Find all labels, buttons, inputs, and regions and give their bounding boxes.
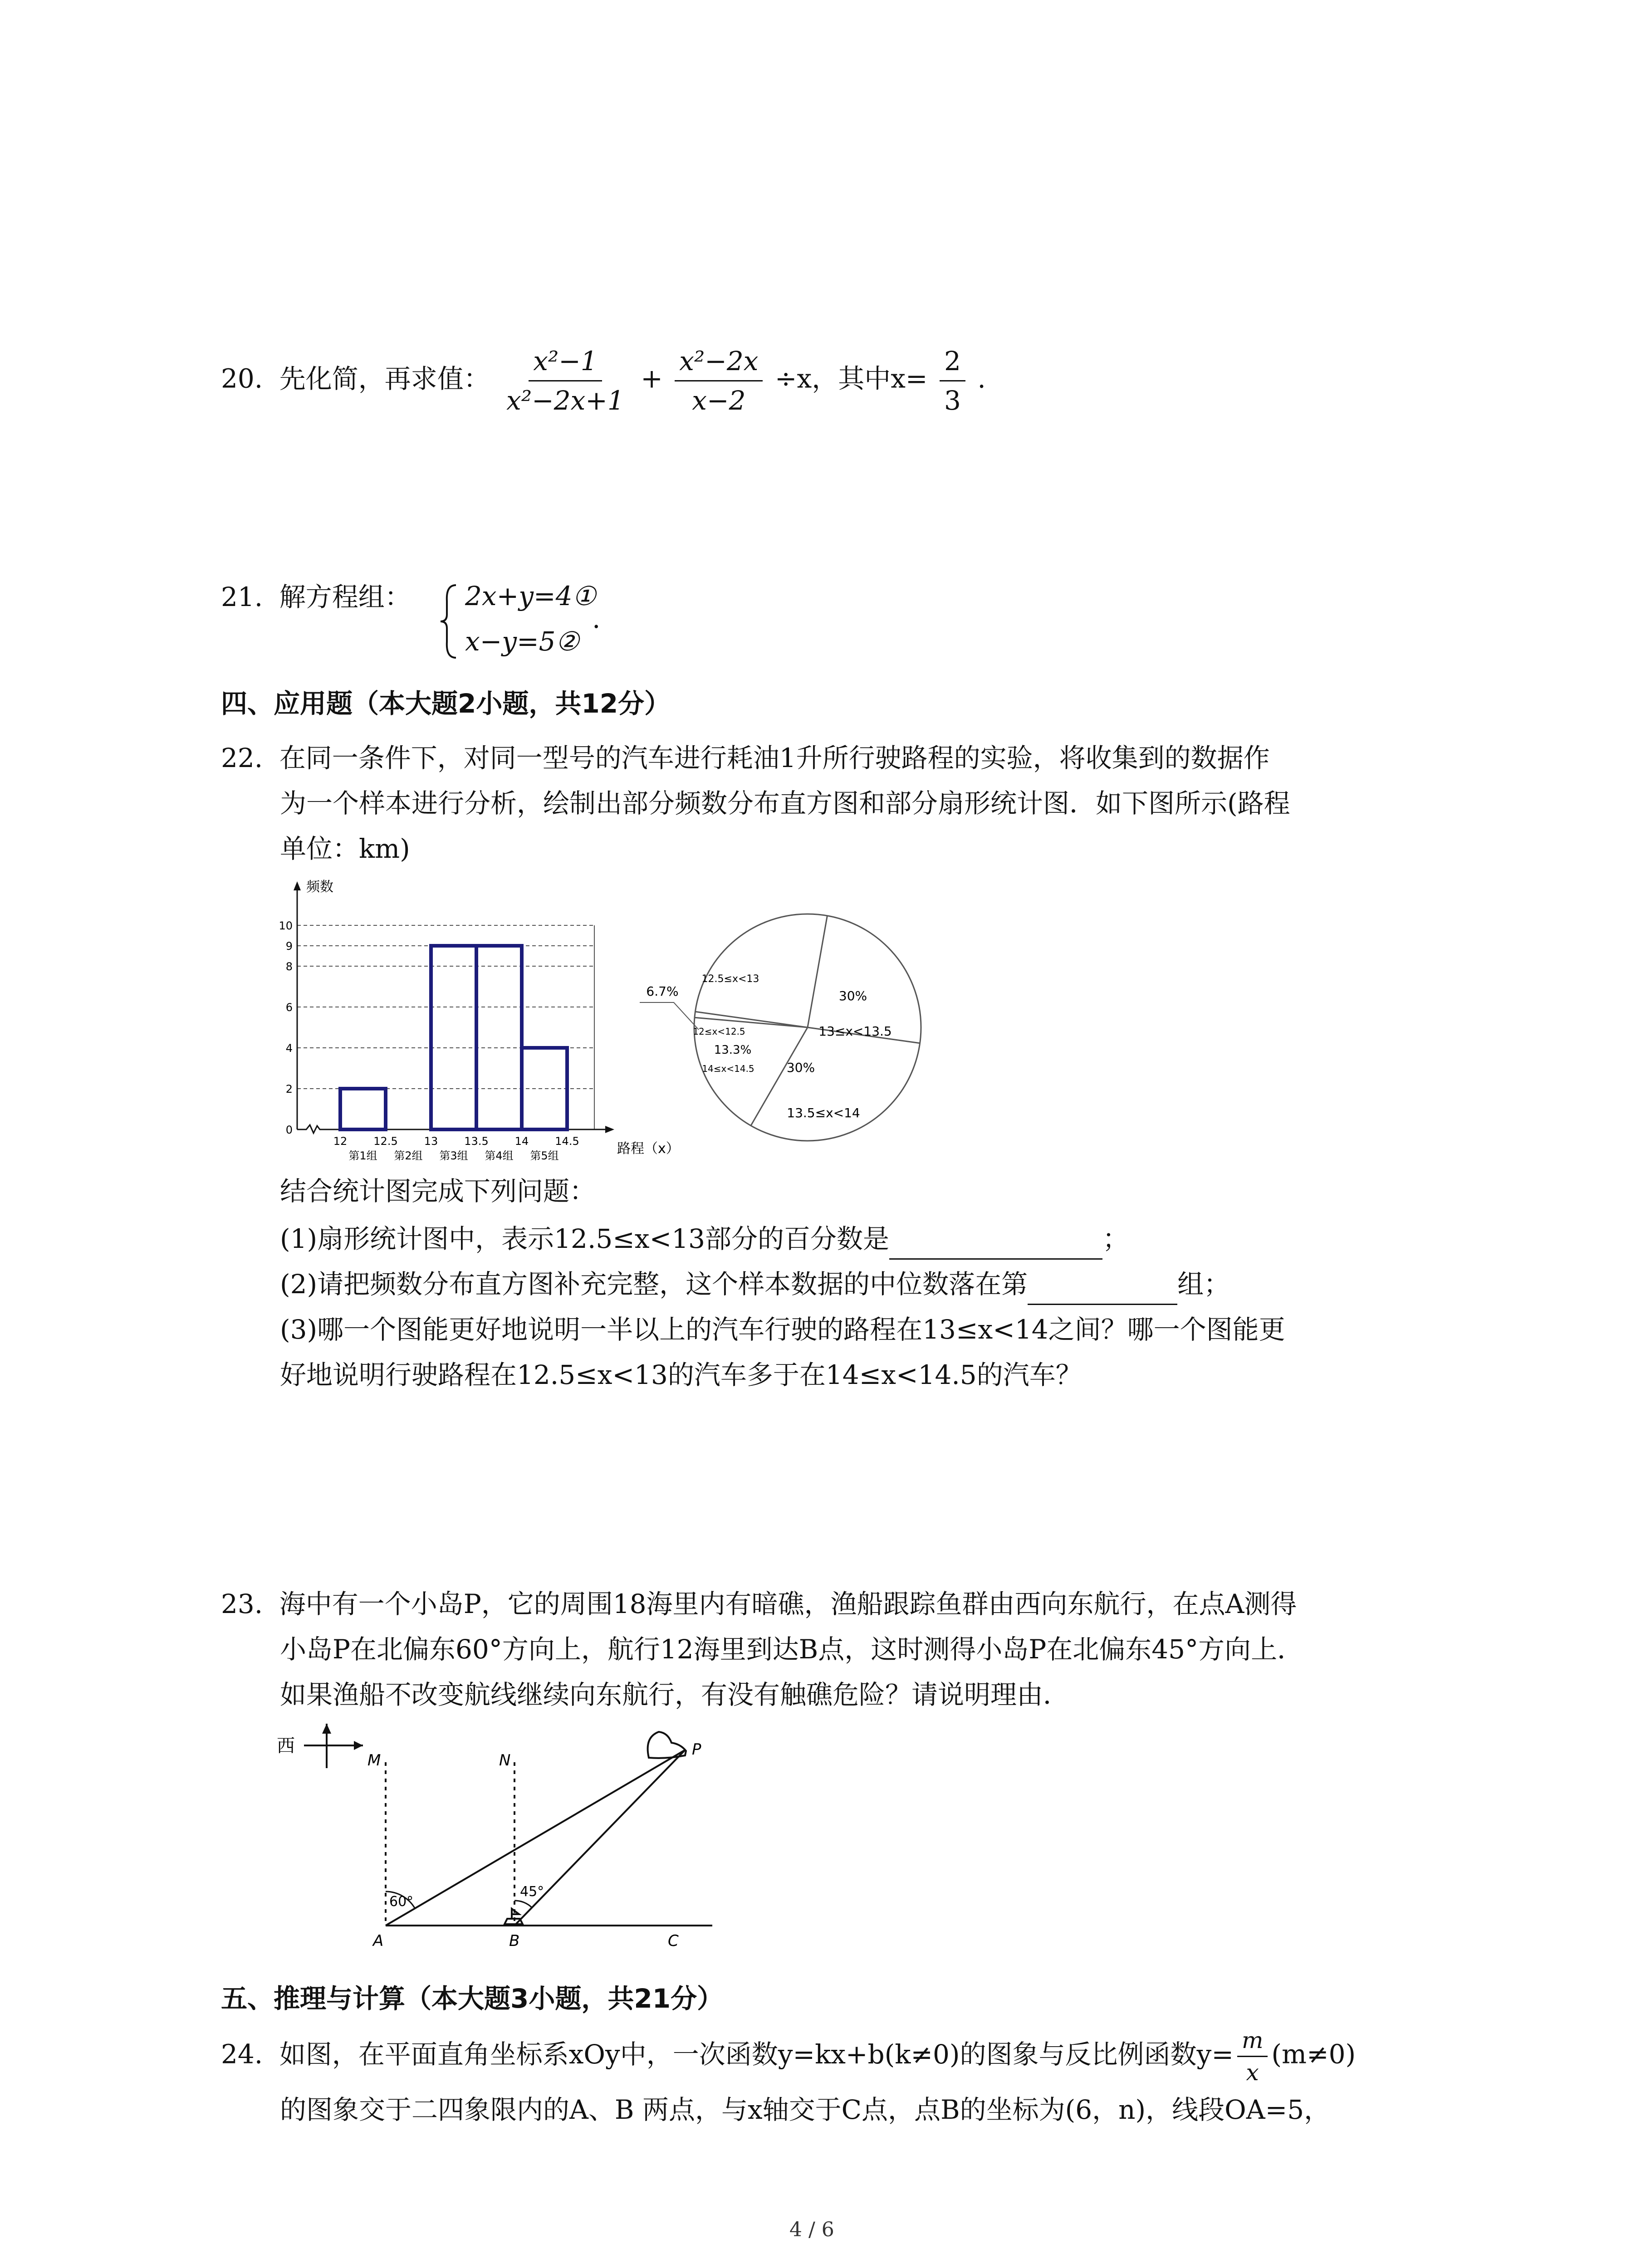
point-p-label: P [692, 1740, 701, 1759]
fraction-1-denominator: x²−2x+1 [506, 385, 624, 416]
system-brace [438, 583, 460, 660]
histogram-bar [476, 946, 522, 1129]
equation-2: x−y=5② [465, 626, 579, 657]
angle-b-label: 45° [520, 1884, 544, 1900]
question-number: 20. [221, 363, 263, 394]
q22-sub-2-end: 组； [1177, 1269, 1230, 1300]
y-axis-arrow [294, 881, 301, 890]
q24-line-1 [221, 2028, 1356, 2085]
answer-blank-2[interactable] [1028, 1276, 1177, 1305]
x-axis-arrow [605, 1126, 614, 1133]
category-label: 第4组 [485, 1149, 514, 1162]
fraction-3 [940, 345, 965, 417]
fraction-numerator: m [1237, 2028, 1268, 2057]
x-tick-label: 12.5 [373, 1135, 398, 1148]
fraction-m-over-x [1237, 2028, 1268, 2085]
q20 [221, 345, 986, 417]
q22-sub-2 [280, 1263, 1230, 1305]
q22-sub-1-end: ； [1102, 1223, 1129, 1254]
navigation-diagram [272, 1719, 749, 1964]
arrow-head-east [354, 1741, 363, 1750]
leader-line [640, 1002, 699, 1030]
y-tick-label: 2 [285, 1083, 293, 1095]
x-tick-label: 14 [514, 1135, 529, 1148]
y-tick-label: 4 [285, 1042, 293, 1055]
x-axis-label: 路程（x） [617, 1141, 680, 1157]
angle-a-label: 60° [389, 1894, 414, 1910]
y-axis-label: 频数 [306, 879, 333, 895]
q24-text: 如图，在平面直角坐标系xOy中，一次函数y=kx+b(k≠0)的图象与反比例函数y= [279, 2038, 1234, 2070]
q23-line-2: 小岛P在北偏东60°方向上，航行12海里到达B点，这时测得小岛P在北偏东45°方向上． [280, 1634, 1304, 1665]
slice-boundary [808, 916, 827, 1027]
y-tick-label: 9 [285, 940, 293, 953]
category-label: 第3组 [439, 1149, 468, 1162]
point-a-label: A [373, 1932, 384, 1950]
q22-sub-1 [280, 1218, 1129, 1260]
slice-value-label: 6.7% [646, 984, 679, 999]
pie-chart [640, 900, 1012, 1163]
section-title: 五、推理与计算（本大题3小题，共21分） [221, 1983, 724, 2014]
point-b-label: B [509, 1932, 520, 1950]
question-number: 21. [221, 582, 263, 612]
y-tick-label: 8 [285, 960, 293, 973]
q22-lead: 结合统计图完成下列问题： [280, 1176, 596, 1207]
division-text: ÷x，其中x= [774, 363, 928, 394]
y-tick-label: 0 [285, 1124, 293, 1136]
answer-blank-1[interactable] [889, 1231, 1102, 1260]
question-number: 24. [221, 2038, 263, 2070]
x-tick-label: 14.5 [555, 1135, 579, 1148]
q23-text: 海中有一个小岛P，它的周围18海里内有暗礁，渔船跟踪鱼群由西向东航行，在点A测得 [279, 1589, 1297, 1619]
category-label: 第5组 [530, 1149, 559, 1162]
q23-line-1 [221, 1583, 1297, 1625]
slice-label: 13≤x<13.5 [818, 1024, 892, 1039]
plus-sign: + [641, 363, 663, 394]
q22-sub-3a: (3)哪一个图能更好地说明一半以上的汽车行驶的路程在13≤x<14之间？哪一个图能更 [280, 1314, 1285, 1345]
page-number: 4 / 6 [789, 2218, 834, 2241]
fraction-2 [675, 345, 763, 417]
q22-line-2: 为一个样本进行分析，绘制出部分频数分布直方图和部分扇形统计图．如下图所示(路程 [280, 788, 1290, 819]
equation-1: 2x+y=4① [465, 581, 596, 611]
slice-value-label: 13.3% [714, 1043, 752, 1057]
q24-condition: (m≠0) [1271, 2038, 1356, 2070]
slice-value-label: 30% [786, 1060, 815, 1075]
histogram-bar [431, 946, 476, 1129]
fraction-denominator: x [1246, 2059, 1259, 2086]
fraction-2-denominator: x−2 [692, 385, 746, 416]
category-label: 第2组 [394, 1149, 423, 1162]
q22-sub-3b: 好地说明行驶路程在12.5≤x<13的汽车多于在14≤x<14.5的汽车？ [280, 1359, 1082, 1390]
q24-line-2: 的图象交于二四象限内的A、B 两点，与x轴交于C点，点B的坐标为(6，n)，线段OA=5， [280, 2094, 1331, 2125]
histogram-chart [272, 873, 680, 1173]
section-title: 四、应用题（本大题2小题，共12分） [221, 688, 671, 719]
x-tick-label: 13 [424, 1135, 438, 1148]
arrow-head-north [322, 1724, 331, 1734]
q20-end: . [977, 363, 986, 394]
q22-sub-1-text: (1)扇形统计图中，表示12.5≤x<13部分的百分数是 [280, 1223, 890, 1254]
slice-label: 12≤x<12.5 [693, 1026, 745, 1037]
fraction-3-numerator: 2 [940, 345, 965, 381]
fraction-3-denominator: 3 [944, 385, 961, 416]
question-number: 23. [221, 1589, 263, 1619]
q21 [221, 576, 411, 618]
histogram-bar [340, 1089, 386, 1129]
q22-line-3: 单位：km) [280, 833, 410, 864]
q20-prompt: 先化简，再求值： [279, 363, 490, 394]
fraction-2-numerator: x²−2x [675, 345, 763, 381]
x-tick-label: 13.5 [464, 1135, 489, 1148]
slice-label: 12.5≤x<13 [701, 973, 759, 985]
q21-end: . [592, 603, 601, 634]
fraction-1 [502, 345, 629, 417]
y-tick-label: 10 [279, 919, 293, 932]
question-number: 22. [221, 743, 263, 773]
q22-text: 在同一条件下，对同一型号的汽车进行耗油1升所行驶路程的实验，将收集到的数据作 [279, 743, 1270, 773]
slice-label: 14≤x<14.5 [702, 1063, 754, 1074]
y-tick-label: 6 [285, 1001, 293, 1014]
x-tick-label: 12 [333, 1135, 348, 1148]
slice-label: 13.5≤x<14 [787, 1105, 860, 1120]
slice-value-label: 30% [838, 988, 867, 1003]
point-m-label: M [367, 1751, 381, 1769]
q22-line-1 [221, 737, 1270, 779]
point-n-label: N [499, 1751, 511, 1769]
angle-arc-b [514, 1901, 532, 1908]
fraction-1-numerator: x²−1 [529, 345, 602, 381]
west-label: 西 [277, 1735, 295, 1756]
boat-icon [505, 1909, 523, 1924]
category-label: 第1组 [348, 1149, 377, 1162]
q23-line-3: 如果渔船不改变航线继续向东航行，有没有触礁危险？请说明理由． [280, 1679, 1070, 1710]
q21-prompt: 解方程组： [279, 582, 411, 612]
point-c-label: C [668, 1932, 679, 1950]
q22-sub-2-text: (2)请把频数分布直方图补充完整，这个样本数据的中位数落在第 [280, 1269, 1028, 1300]
